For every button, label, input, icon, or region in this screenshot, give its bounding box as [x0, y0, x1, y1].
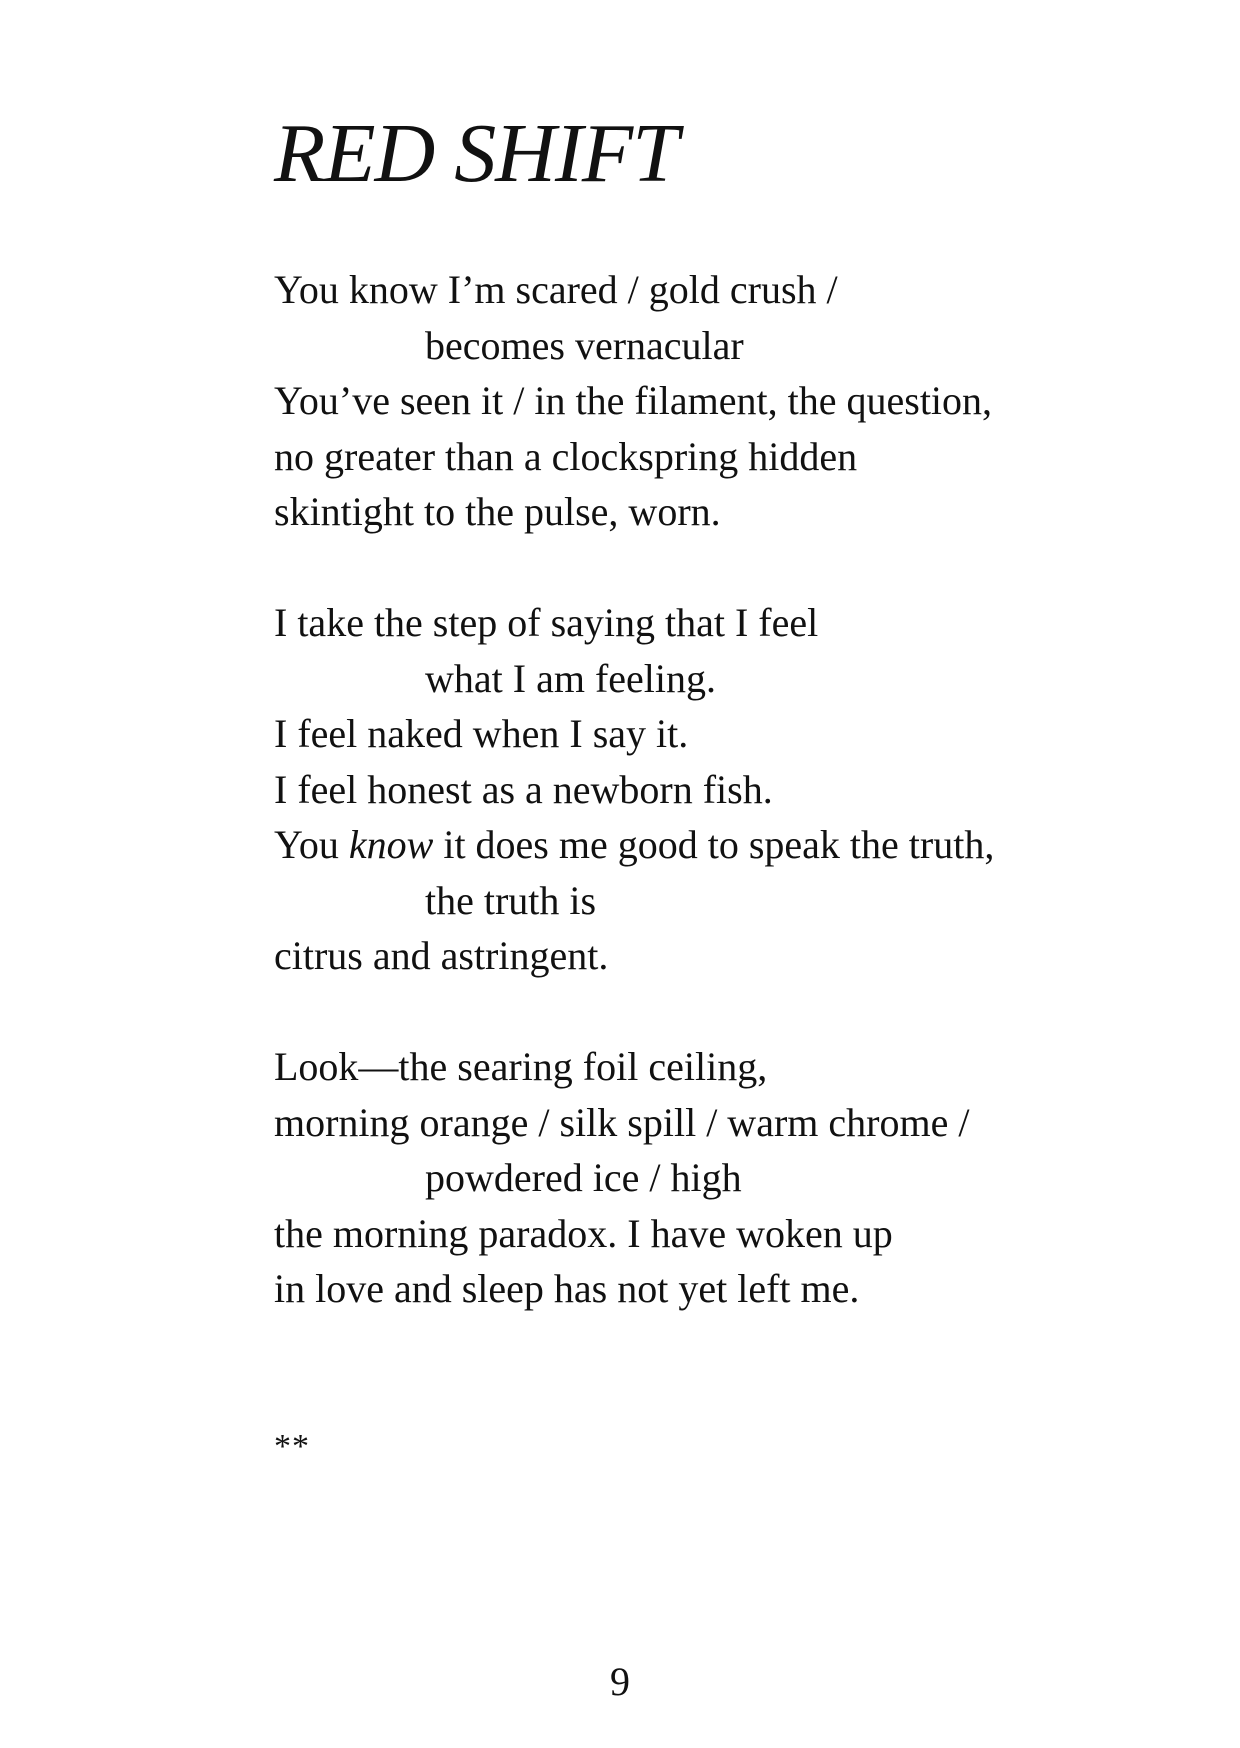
poem-line: skintight to the pulse, worn.: [274, 489, 721, 534]
stanza-2: [274, 595, 994, 984]
poem-line-indented: powdered ice / high: [425, 1155, 742, 1200]
poem-line: the morning paradox. I have woken up: [274, 1210, 893, 1256]
line-text-after: it does me good to speak the truth,: [433, 822, 995, 867]
page-number: 9: [610, 1659, 630, 1704]
poem-line: no greater than a clockspring hidden: [274, 433, 858, 479]
poem-line: You know I’m scared / gold crush /: [274, 267, 838, 312]
poem-line: I feel honest as a newborn fish.: [274, 766, 773, 812]
poem-line-indented: what I am feeling.: [425, 655, 716, 701]
poem-line: I take the step of saying that I feel: [274, 600, 819, 645]
emphasized-word: know: [348, 822, 434, 867]
poem-line: Look—the searing foil ceiling,: [274, 1044, 768, 1089]
section-break-asterisks: **: [274, 1428, 310, 1465]
poem-title: RED SHIFT: [274, 107, 678, 200]
poem-line-indented: the truth is: [425, 877, 597, 923]
poem-line: I feel naked when I say it.: [274, 711, 689, 756]
poem-line: in love and sleep has not yet left me.: [274, 1266, 860, 1311]
stanza-3: [274, 1039, 994, 1317]
poem-body: [274, 262, 994, 1372]
poem-line-with-emphasis: [274, 817, 994, 873]
stanza-1: [274, 262, 994, 540]
poem-line: citrus and astringent.: [274, 933, 609, 978]
line-text-before: You: [274, 822, 349, 867]
poem-line: You’ve seen it / in the filament, the question,: [274, 378, 993, 423]
poem-line-indented: becomes vernacular: [425, 322, 744, 368]
poem-line: morning orange / silk spill / warm chrome /: [274, 1099, 970, 1145]
